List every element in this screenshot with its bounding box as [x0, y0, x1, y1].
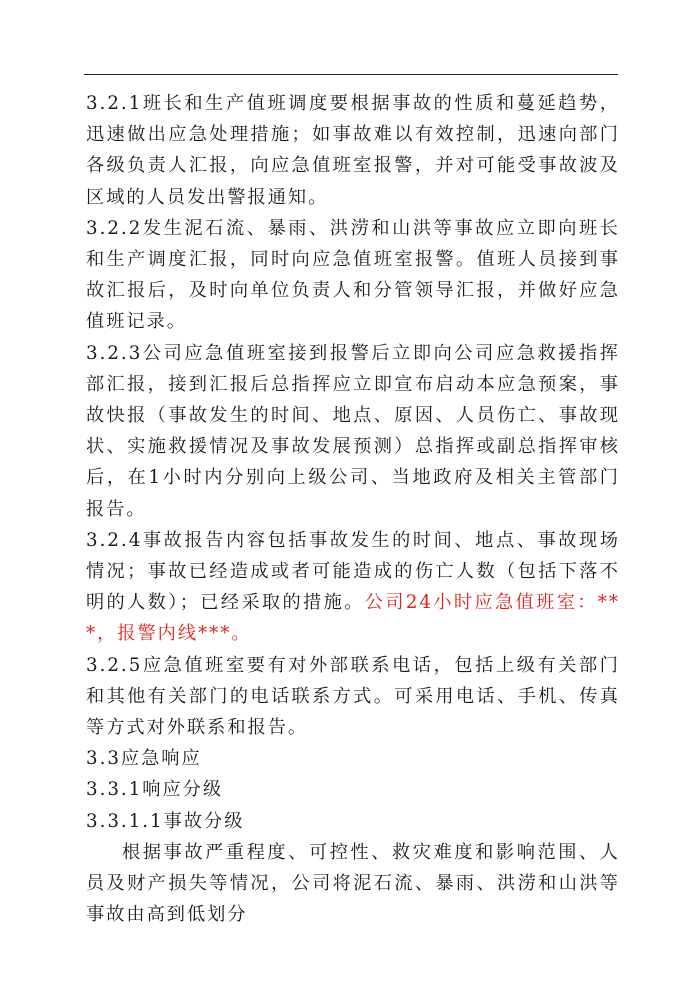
emergency-hotline-text: 公司24小时应急值班室：***，报警内线***。: [86, 592, 620, 645]
section-3-2-4-text: 3.2.4事故报告内容包括事故发生的时间、地点、事故现场情况；事故已经造成或者可能造成的伤亡人数（包括下落不明的人数）；已经采取的措施。: [86, 529, 620, 614]
section-3-3-1-1-body: 根据事故严重程度、可控性、救灾难度和影响范围、人员及财产损失等情况，公司将泥石流、暴雨、洪涝和山洪等事故由高到低划分: [86, 841, 620, 926]
section-3-2-3: 3.2.3公司应急值班室接到报警后立即向公司应急救援指挥部汇报，接到汇报后总指挥应立即宣布启动本应急预案，事故快报（事故发生的时间、地点、原因、人员伤亡、事故现状、实施救援情况及事故发展预测）总指挥或副总指挥审核后，在1小时内分别向上级公司、当地政府及相关主管部门报告。: [86, 342, 620, 520]
heading-3-3-1: 3.3.1响应分级: [86, 779, 224, 801]
section-3-2-1: 3.2.1班长和生产值班调度要根据事故的性质和蔓延趋势，迅速做出应急处理措施；如事故难以有效控制，迅速向部门各级负责人汇报，向应急值班室报警，并对可能受事故波及区域的人员发出警报通知。: [86, 93, 620, 208]
section-3-2-5: 3.2.5应急值班室要有对外部联系电话，包括上级有关部门和其他有关部门的电话联系方式。可采用电话、手机、传真等方式对外联系和报告。: [86, 654, 620, 739]
heading-3-3-1-1: 3.3.1.1事故分级: [86, 810, 245, 832]
section-3-2-4: [86, 525, 620, 650]
heading-3-3: 3.3应急响应: [86, 748, 202, 770]
section-3-2-2: 3.2.2发生泥石流、暴雨、洪涝和山洪等事故应立即向班长和生产调度汇报，同时向应急值班室报警。值班人员接到事故汇报后，及时向单位负责人和分管领导汇报，并做好应急值班记录。: [86, 217, 620, 333]
document-body: [86, 88, 620, 930]
header-rule: [84, 74, 618, 75]
